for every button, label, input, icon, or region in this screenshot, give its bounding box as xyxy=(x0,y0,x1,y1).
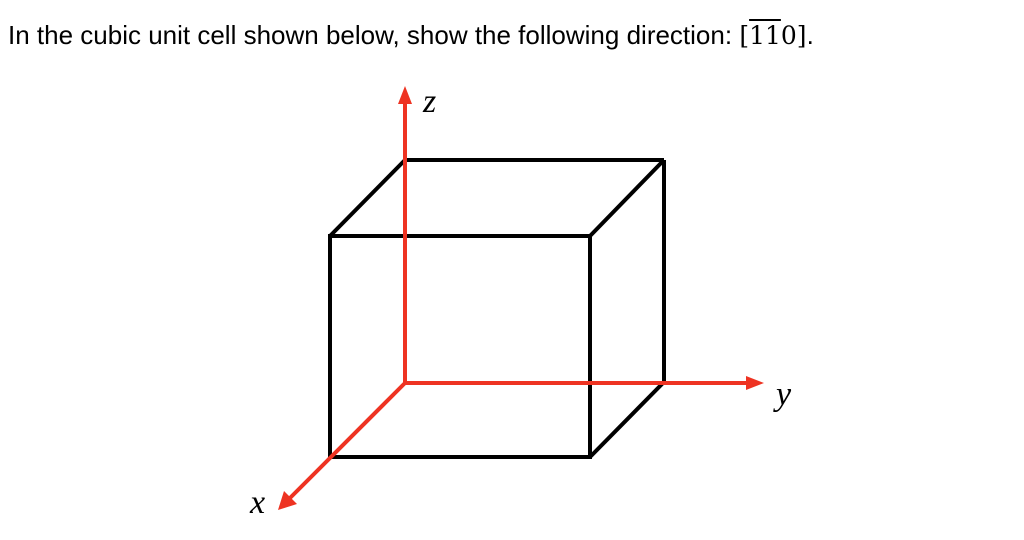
cube-front-face xyxy=(330,236,590,457)
question-prefix: In the cubic unit cell shown below, show the following direction: xyxy=(8,20,740,50)
x-axis-label: x xyxy=(250,484,266,521)
cube-edge-top-left-diag xyxy=(330,160,405,236)
cube-edge-top-right-diag xyxy=(590,160,664,236)
z-axis-arrowhead xyxy=(398,86,412,104)
index-l: 0 xyxy=(780,21,797,50)
z-axis-label: z xyxy=(423,83,437,120)
x-axis xyxy=(289,383,405,499)
bracket-open: [ xyxy=(739,21,750,50)
y-axis-label: y xyxy=(776,376,792,413)
cube-edge-bottom-right-diag xyxy=(590,382,664,457)
axes xyxy=(278,86,764,510)
y-axis-arrowhead xyxy=(746,376,764,390)
cube xyxy=(330,160,664,457)
index-h-barred: 1 xyxy=(749,21,765,50)
index-k-barred: 1 xyxy=(764,21,781,50)
question-suffix: . xyxy=(806,20,814,50)
bracket-close: ] xyxy=(796,21,807,50)
